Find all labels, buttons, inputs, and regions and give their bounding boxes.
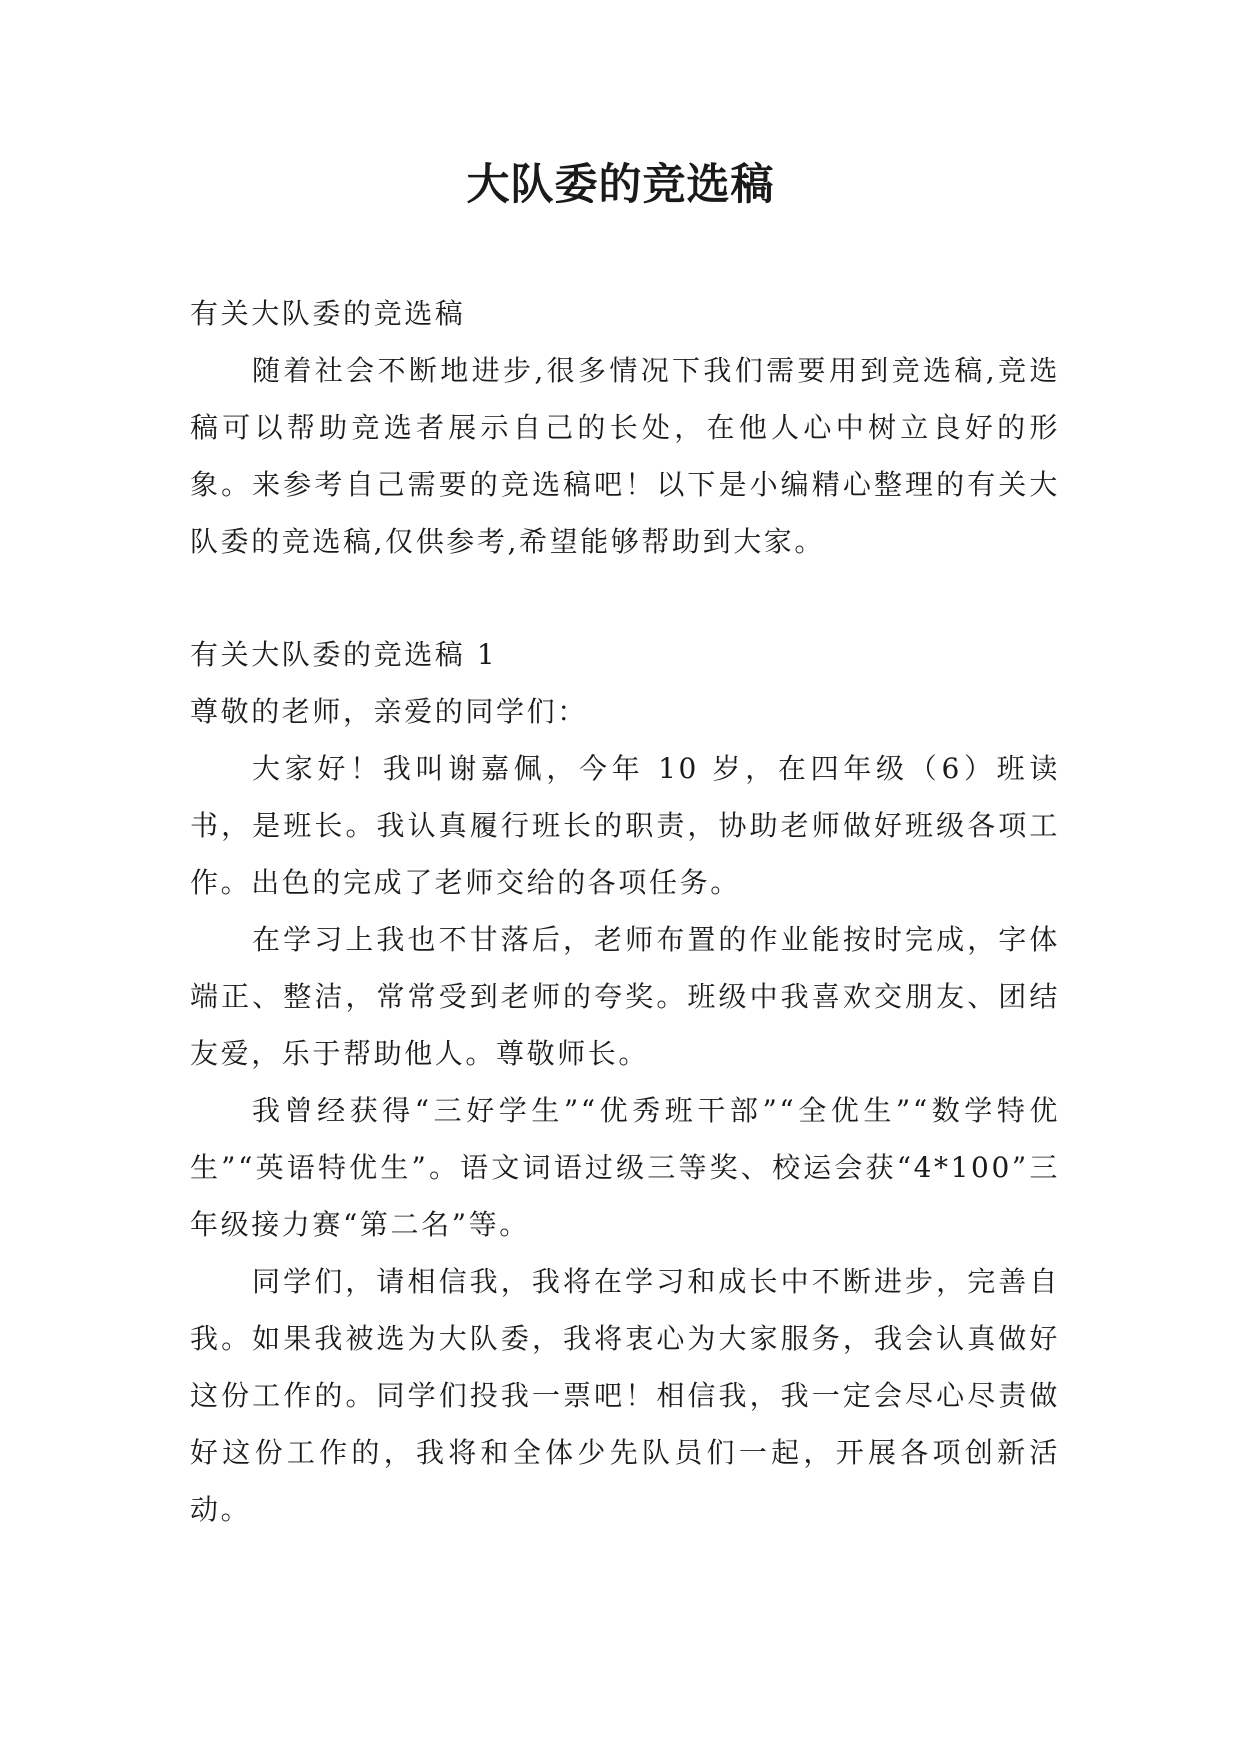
intro-heading: 有关大队委的竞选稿 bbox=[190, 297, 466, 330]
section-heading: 有关大队委的竞选稿 1 bbox=[190, 638, 498, 671]
page-title: 大队委的竞选稿 bbox=[466, 160, 775, 210]
body-paragraph: 同学们，请相信我，我将在学习和成长中不断进步，完善自我。如果我被选为大队委，我将衷心为大家服务，我会认真做好这份工作的。同学们投我一票吧！相信我，我一定会尽心尽责做好这份工作的，我将和全体少先队员们一起，开展各项创新活动。 bbox=[190, 1265, 1060, 1526]
salutation: 尊敬的老师，亲爱的同学们： bbox=[190, 695, 588, 728]
document-body bbox=[190, 285, 1060, 1538]
intro-paragraph: 随着社会不断地进步,很多情况下我们需要用到竞选稿,竞选稿可以帮助竞选者展示自己的长处，在他人心中树立良好的形象。来参考自己需要的竞选稿吧！以下是小编精心整理的有关大队委的竞选稿,仅供参考,希望能够帮助到大家。 bbox=[190, 354, 1060, 558]
body-paragraph: 我曾经获得“三好学生”“优秀班干部”“全优生”“数学特优生”“英语特优生”。语文词语过级三等奖、校运会获“4*100”三年级接力赛“第二名”等。 bbox=[190, 1094, 1060, 1241]
body-paragraph: 大家好！我叫谢嘉佩，今年 10 岁，在四年级（6）班读书，是班长。我认真履行班长的职责，协助老师做好班级各项工作。出色的完成了老师交给的各项任务。 bbox=[190, 752, 1060, 899]
body-paragraph: 在学习上我也不甘落后，老师布置的作业能按时完成，字体端正、整洁，常常受到老师的夸奖。班级中我喜欢交朋友、团结友爱，乐于帮助他人。尊敬师长。 bbox=[190, 923, 1060, 1070]
